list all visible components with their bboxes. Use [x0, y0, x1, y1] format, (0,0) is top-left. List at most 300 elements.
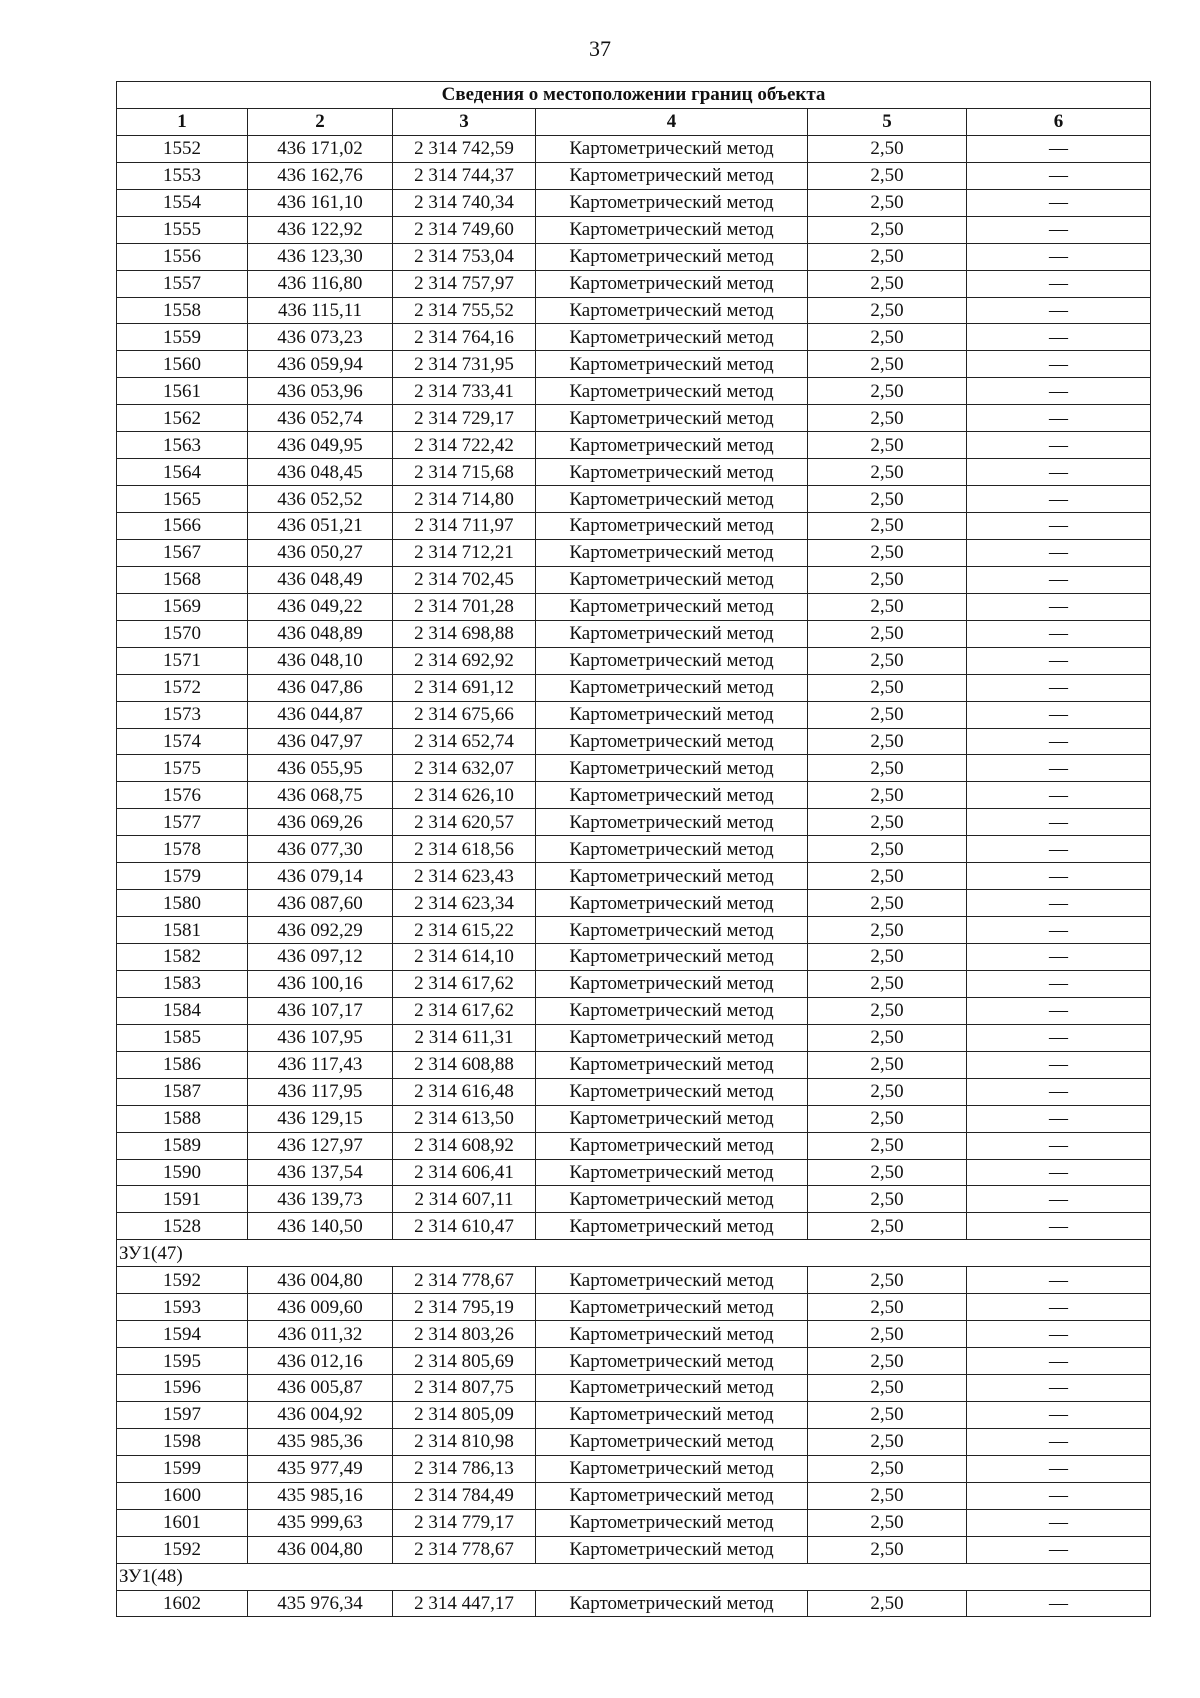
method-cell: Картометрический метод [536, 782, 808, 809]
table-row [117, 1051, 1151, 1078]
x-coordinate-cell: 436 044,87 [248, 701, 393, 728]
table-row [117, 486, 1151, 513]
x-coordinate-cell: 436 140,50 [248, 1213, 393, 1240]
x-coordinate-cell: 436 161,10 [248, 189, 393, 216]
point-number-cell: 1566 [117, 513, 248, 540]
description-cell: — [967, 782, 1151, 809]
table-row [117, 432, 1151, 459]
method-cell: Картометрический метод [536, 1401, 808, 1428]
x-coordinate-cell: 436 139,73 [248, 1186, 393, 1213]
accuracy-cell: 2,50 [808, 782, 967, 809]
x-coordinate-cell: 436 122,92 [248, 216, 393, 243]
x-coordinate-cell: 436 047,97 [248, 728, 393, 755]
description-cell: — [967, 513, 1151, 540]
method-cell: Картометрический метод [536, 243, 808, 270]
method-cell: Картометрический метод [536, 647, 808, 674]
y-coordinate-cell: 2 314 778,67 [393, 1536, 536, 1563]
description-cell: — [967, 674, 1151, 701]
method-cell: Картометрический метод [536, 944, 808, 971]
table-row [117, 566, 1151, 593]
table-row [117, 351, 1151, 378]
y-coordinate-cell: 2 314 784,49 [393, 1482, 536, 1509]
point-number-cell: 1579 [117, 863, 248, 890]
table-row [117, 189, 1151, 216]
accuracy-cell: 2,50 [808, 1536, 967, 1563]
y-coordinate-cell: 2 314 623,34 [393, 890, 536, 917]
description-cell: — [967, 728, 1151, 755]
table-row [117, 890, 1151, 917]
description-cell: — [967, 459, 1151, 486]
point-number-cell: 1598 [117, 1428, 248, 1455]
y-coordinate-cell: 2 314 778,67 [393, 1267, 536, 1294]
accuracy-cell: 2,50 [808, 944, 967, 971]
description-cell: — [967, 1348, 1151, 1375]
x-coordinate-cell: 436 012,16 [248, 1348, 393, 1375]
x-coordinate-cell: 436 052,74 [248, 405, 393, 432]
y-coordinate-cell: 2 314 755,52 [393, 297, 536, 324]
table-row [117, 378, 1151, 405]
y-coordinate-cell: 2 314 779,17 [393, 1509, 536, 1536]
y-coordinate-cell: 2 314 807,75 [393, 1375, 536, 1402]
accuracy-cell: 2,50 [808, 324, 967, 351]
accuracy-cell: 2,50 [808, 216, 967, 243]
table-row [117, 243, 1151, 270]
method-cell: Картометрический метод [536, 1536, 808, 1563]
accuracy-cell: 2,50 [808, 270, 967, 297]
y-coordinate-cell: 2 314 692,92 [393, 647, 536, 674]
y-coordinate-cell: 2 314 740,34 [393, 189, 536, 216]
method-cell: Картометрический метод [536, 432, 808, 459]
column-number: 5 [808, 108, 967, 135]
x-coordinate-cell: 436 107,95 [248, 1024, 393, 1051]
y-coordinate-cell: 2 314 617,62 [393, 970, 536, 997]
description-cell: — [967, 1105, 1151, 1132]
point-number-cell: 1559 [117, 324, 248, 351]
accuracy-cell: 2,50 [808, 674, 967, 701]
description-cell: — [967, 917, 1151, 944]
method-cell: Картометрический метод [536, 1078, 808, 1105]
point-number-cell: 1601 [117, 1509, 248, 1536]
method-cell: Картометрический метод [536, 162, 808, 189]
table-row [117, 1401, 1151, 1428]
point-number-cell: 1553 [117, 162, 248, 189]
point-number-cell: 1575 [117, 755, 248, 782]
method-cell: Картометрический метод [536, 270, 808, 297]
description-cell: — [967, 1482, 1151, 1509]
point-number-cell: 1569 [117, 593, 248, 620]
y-coordinate-cell: 2 314 447,17 [393, 1590, 536, 1617]
x-coordinate-cell: 436 097,12 [248, 944, 393, 971]
description-cell: — [967, 1051, 1151, 1078]
method-cell: Картометрический метод [536, 863, 808, 890]
table-row [117, 1536, 1151, 1563]
point-number-cell: 1594 [117, 1321, 248, 1348]
method-cell: Картометрический метод [536, 701, 808, 728]
x-coordinate-cell: 436 049,22 [248, 593, 393, 620]
y-coordinate-cell: 2 314 606,41 [393, 1159, 536, 1186]
accuracy-cell: 2,50 [808, 1132, 967, 1159]
x-coordinate-cell: 436 087,60 [248, 890, 393, 917]
y-coordinate-cell: 2 314 749,60 [393, 216, 536, 243]
method-cell: Картометрический метод [536, 1321, 808, 1348]
accuracy-cell: 2,50 [808, 593, 967, 620]
table-title: Сведения о местоположении границ объекта [117, 82, 1151, 109]
y-coordinate-cell: 2 314 712,21 [393, 539, 536, 566]
accuracy-cell: 2,50 [808, 997, 967, 1024]
point-number-cell: 1557 [117, 270, 248, 297]
description-cell: — [967, 270, 1151, 297]
x-coordinate-cell: 436 127,97 [248, 1132, 393, 1159]
table-row [117, 539, 1151, 566]
table-row [117, 270, 1151, 297]
y-coordinate-cell: 2 314 616,48 [393, 1078, 536, 1105]
table-row [117, 1509, 1151, 1536]
point-number-cell: 1567 [117, 539, 248, 566]
point-number-cell: 1587 [117, 1078, 248, 1105]
point-number-cell: 1561 [117, 378, 248, 405]
table-row [117, 917, 1151, 944]
table-row [117, 1455, 1151, 1482]
x-coordinate-cell: 436 068,75 [248, 782, 393, 809]
x-coordinate-cell: 436 048,89 [248, 620, 393, 647]
table-row [117, 1186, 1151, 1213]
x-coordinate-cell: 436 052,52 [248, 486, 393, 513]
point-number-cell: 1602 [117, 1590, 248, 1617]
x-coordinate-cell: 436 053,96 [248, 378, 393, 405]
method-cell: Картометрический метод [536, 1051, 808, 1078]
accuracy-cell: 2,50 [808, 1024, 967, 1051]
x-coordinate-cell: 436 051,21 [248, 513, 393, 540]
description-cell: — [967, 863, 1151, 890]
method-cell: Картометрический метод [536, 755, 808, 782]
method-cell: Картометрический метод [536, 216, 808, 243]
point-number-cell: 1592 [117, 1536, 248, 1563]
method-cell: Картометрический метод [536, 297, 808, 324]
description-cell: — [967, 297, 1151, 324]
y-coordinate-cell: 2 314 611,31 [393, 1024, 536, 1051]
description-cell: — [967, 1536, 1151, 1563]
method-cell: Картометрический метод [536, 593, 808, 620]
y-coordinate-cell: 2 314 675,66 [393, 701, 536, 728]
y-coordinate-cell: 2 314 786,13 [393, 1455, 536, 1482]
method-cell: Картометрический метод [536, 809, 808, 836]
point-number-cell: 1580 [117, 890, 248, 917]
table-row [117, 1078, 1151, 1105]
x-coordinate-cell: 436 117,43 [248, 1051, 393, 1078]
description-cell: — [967, 755, 1151, 782]
description-cell: — [967, 593, 1151, 620]
method-cell: Картометрический метод [536, 1132, 808, 1159]
point-number-cell: 1574 [117, 728, 248, 755]
y-coordinate-cell: 2 314 610,47 [393, 1213, 536, 1240]
point-number-cell: 1560 [117, 351, 248, 378]
y-coordinate-cell: 2 314 620,57 [393, 809, 536, 836]
method-cell: Картометрический метод [536, 674, 808, 701]
table-row [117, 1213, 1151, 1240]
table-row [117, 405, 1151, 432]
table-row [117, 593, 1151, 620]
point-number-cell: 1573 [117, 701, 248, 728]
accuracy-cell: 2,50 [808, 405, 967, 432]
accuracy-cell: 2,50 [808, 378, 967, 405]
x-coordinate-cell: 436 050,27 [248, 539, 393, 566]
accuracy-cell: 2,50 [808, 539, 967, 566]
accuracy-cell: 2,50 [808, 513, 967, 540]
method-cell: Картометрический метод [536, 189, 808, 216]
point-number-cell: 1582 [117, 944, 248, 971]
method-cell: Картометрический метод [536, 620, 808, 647]
accuracy-cell: 2,50 [808, 243, 967, 270]
table-row [117, 944, 1151, 971]
table-row [117, 1590, 1151, 1617]
accuracy-cell: 2,50 [808, 1321, 967, 1348]
description-cell: — [967, 1294, 1151, 1321]
point-number-cell: 1571 [117, 647, 248, 674]
description-cell: — [967, 620, 1151, 647]
method-cell: Картометрический метод [536, 890, 808, 917]
x-coordinate-cell: 436 116,80 [248, 270, 393, 297]
group-header-row [117, 1563, 1151, 1590]
description-cell: — [967, 1455, 1151, 1482]
y-coordinate-cell: 2 314 803,26 [393, 1321, 536, 1348]
accuracy-cell: 2,50 [808, 1509, 967, 1536]
point-number-cell: 1568 [117, 566, 248, 593]
accuracy-cell: 2,50 [808, 1428, 967, 1455]
point-number-cell: 1528 [117, 1213, 248, 1240]
table-row [117, 1132, 1151, 1159]
table-row [117, 809, 1151, 836]
accuracy-cell: 2,50 [808, 863, 967, 890]
table-row [117, 1159, 1151, 1186]
point-number-cell: 1562 [117, 405, 248, 432]
accuracy-cell: 2,50 [808, 917, 967, 944]
accuracy-cell: 2,50 [808, 1590, 967, 1617]
method-cell: Картометрический метод [536, 1348, 808, 1375]
accuracy-cell: 2,50 [808, 728, 967, 755]
x-coordinate-cell: 436 123,30 [248, 243, 393, 270]
accuracy-cell: 2,50 [808, 647, 967, 674]
point-number-cell: 1590 [117, 1159, 248, 1186]
method-cell: Картометрический метод [536, 378, 808, 405]
description-cell: — [967, 1590, 1151, 1617]
method-cell: Картометрический метод [536, 539, 808, 566]
x-coordinate-cell: 436 171,02 [248, 135, 393, 162]
point-number-cell: 1588 [117, 1105, 248, 1132]
method-cell: Картометрический метод [536, 917, 808, 944]
point-number-cell: 1555 [117, 216, 248, 243]
description-cell: — [967, 405, 1151, 432]
x-coordinate-cell: 436 117,95 [248, 1078, 393, 1105]
description-cell: — [967, 162, 1151, 189]
point-number-cell: 1570 [117, 620, 248, 647]
table-row [117, 836, 1151, 863]
x-coordinate-cell: 435 976,34 [248, 1590, 393, 1617]
method-cell: Картометрический метод [536, 836, 808, 863]
point-number-cell: 1578 [117, 836, 248, 863]
x-coordinate-cell: 436 011,32 [248, 1321, 393, 1348]
method-cell: Картометрический метод [536, 1159, 808, 1186]
accuracy-cell: 2,50 [808, 620, 967, 647]
x-coordinate-cell: 436 059,94 [248, 351, 393, 378]
description-cell: — [967, 836, 1151, 863]
method-cell: Картометрический метод [536, 459, 808, 486]
point-number-cell: 1593 [117, 1294, 248, 1321]
method-cell: Картометрический метод [536, 1186, 808, 1213]
table-row [117, 513, 1151, 540]
description-cell: — [967, 135, 1151, 162]
table-row [117, 674, 1151, 701]
method-cell: Картометрический метод [536, 513, 808, 540]
accuracy-cell: 2,50 [808, 1375, 967, 1402]
table-row [117, 728, 1151, 755]
table-row [117, 297, 1151, 324]
accuracy-cell: 2,50 [808, 836, 967, 863]
point-number-cell: 1592 [117, 1267, 248, 1294]
point-number-cell: 1577 [117, 809, 248, 836]
x-coordinate-cell: 435 977,49 [248, 1455, 393, 1482]
table-row [117, 1375, 1151, 1402]
accuracy-cell: 2,50 [808, 566, 967, 593]
description-cell: — [967, 970, 1151, 997]
table-row [117, 701, 1151, 728]
point-number-cell: 1552 [117, 135, 248, 162]
x-coordinate-cell: 436 107,17 [248, 997, 393, 1024]
x-coordinate-cell: 435 999,63 [248, 1509, 393, 1536]
accuracy-cell: 2,50 [808, 755, 967, 782]
method-cell: Картометрический метод [536, 566, 808, 593]
point-number-cell: 1556 [117, 243, 248, 270]
y-coordinate-cell: 2 314 632,07 [393, 755, 536, 782]
column-number: 6 [967, 108, 1151, 135]
y-coordinate-cell: 2 314 805,09 [393, 1401, 536, 1428]
y-coordinate-cell: 2 314 652,74 [393, 728, 536, 755]
y-coordinate-cell: 2 314 729,17 [393, 405, 536, 432]
table-row [117, 1294, 1151, 1321]
table-row [117, 135, 1151, 162]
x-coordinate-cell: 435 985,36 [248, 1428, 393, 1455]
point-number-cell: 1596 [117, 1375, 248, 1402]
method-cell: Картометрический метод [536, 997, 808, 1024]
y-coordinate-cell: 2 314 623,43 [393, 863, 536, 890]
description-cell: — [967, 216, 1151, 243]
column-number: 2 [248, 108, 393, 135]
description-cell: — [967, 351, 1151, 378]
method-cell: Картометрический метод [536, 1455, 808, 1482]
description-cell: — [967, 486, 1151, 513]
description-cell: — [967, 1213, 1151, 1240]
y-coordinate-cell: 2 314 626,10 [393, 782, 536, 809]
y-coordinate-cell: 2 314 757,97 [393, 270, 536, 297]
accuracy-cell: 2,50 [808, 486, 967, 513]
x-coordinate-cell: 436 129,15 [248, 1105, 393, 1132]
x-coordinate-cell: 435 985,16 [248, 1482, 393, 1509]
x-coordinate-cell: 436 092,29 [248, 917, 393, 944]
x-coordinate-cell: 436 055,95 [248, 755, 393, 782]
point-number-cell: 1564 [117, 459, 248, 486]
x-coordinate-cell: 436 049,95 [248, 432, 393, 459]
description-cell: — [967, 1024, 1151, 1051]
accuracy-cell: 2,50 [808, 162, 967, 189]
table-row [117, 1267, 1151, 1294]
y-coordinate-cell: 2 314 607,11 [393, 1186, 536, 1213]
description-cell: — [967, 539, 1151, 566]
method-cell: Картометрический метод [536, 1024, 808, 1051]
method-cell: Картометрический метод [536, 1375, 808, 1402]
description-cell: — [967, 324, 1151, 351]
table-row [117, 782, 1151, 809]
accuracy-cell: 2,50 [808, 1482, 967, 1509]
x-coordinate-cell: 436 048,10 [248, 647, 393, 674]
table-row [117, 1105, 1151, 1132]
x-coordinate-cell: 436 004,80 [248, 1536, 393, 1563]
accuracy-cell: 2,50 [808, 1105, 967, 1132]
point-number-cell: 1585 [117, 1024, 248, 1051]
accuracy-cell: 2,50 [808, 809, 967, 836]
y-coordinate-cell: 2 314 702,45 [393, 566, 536, 593]
table-row [117, 1348, 1151, 1375]
accuracy-cell: 2,50 [808, 970, 967, 997]
description-cell: — [967, 1159, 1151, 1186]
y-coordinate-cell: 2 314 608,88 [393, 1051, 536, 1078]
y-coordinate-cell: 2 314 722,42 [393, 432, 536, 459]
table-row [117, 1321, 1151, 1348]
description-cell: — [967, 1321, 1151, 1348]
accuracy-cell: 2,50 [808, 1186, 967, 1213]
x-coordinate-cell: 436 079,14 [248, 863, 393, 890]
description-cell: — [967, 1375, 1151, 1402]
y-coordinate-cell: 2 314 715,68 [393, 459, 536, 486]
accuracy-cell: 2,50 [808, 459, 967, 486]
description-cell: — [967, 809, 1151, 836]
x-coordinate-cell: 436 069,26 [248, 809, 393, 836]
x-coordinate-cell: 436 073,23 [248, 324, 393, 351]
y-coordinate-cell: 2 314 810,98 [393, 1428, 536, 1455]
x-coordinate-cell: 436 004,80 [248, 1267, 393, 1294]
point-number-cell: 1572 [117, 674, 248, 701]
table-row [117, 216, 1151, 243]
point-number-cell: 1563 [117, 432, 248, 459]
y-coordinate-cell: 2 314 613,50 [393, 1105, 536, 1132]
table-row [117, 755, 1151, 782]
accuracy-cell: 2,50 [808, 135, 967, 162]
description-cell: — [967, 432, 1151, 459]
point-number-cell: 1589 [117, 1132, 248, 1159]
column-number: 3 [393, 108, 536, 135]
table-row [117, 970, 1151, 997]
accuracy-cell: 2,50 [808, 297, 967, 324]
accuracy-cell: 2,50 [808, 1348, 967, 1375]
table-row [117, 1428, 1151, 1455]
description-cell: — [967, 189, 1151, 216]
accuracy-cell: 2,50 [808, 1455, 967, 1482]
column-number-row [117, 108, 1151, 135]
y-coordinate-cell: 2 314 733,41 [393, 378, 536, 405]
point-number-cell: 1584 [117, 997, 248, 1024]
accuracy-cell: 2,50 [808, 189, 967, 216]
accuracy-cell: 2,50 [808, 1267, 967, 1294]
accuracy-cell: 2,50 [808, 1401, 967, 1428]
method-cell: Картометрический метод [536, 1213, 808, 1240]
x-coordinate-cell: 436 005,87 [248, 1375, 393, 1402]
accuracy-cell: 2,50 [808, 1078, 967, 1105]
point-number-cell: 1591 [117, 1186, 248, 1213]
method-cell: Картометрический метод [536, 405, 808, 432]
x-coordinate-cell: 436 048,49 [248, 566, 393, 593]
point-number-cell: 1595 [117, 1348, 248, 1375]
accuracy-cell: 2,50 [808, 1159, 967, 1186]
x-coordinate-cell: 436 137,54 [248, 1159, 393, 1186]
x-coordinate-cell: 436 048,45 [248, 459, 393, 486]
